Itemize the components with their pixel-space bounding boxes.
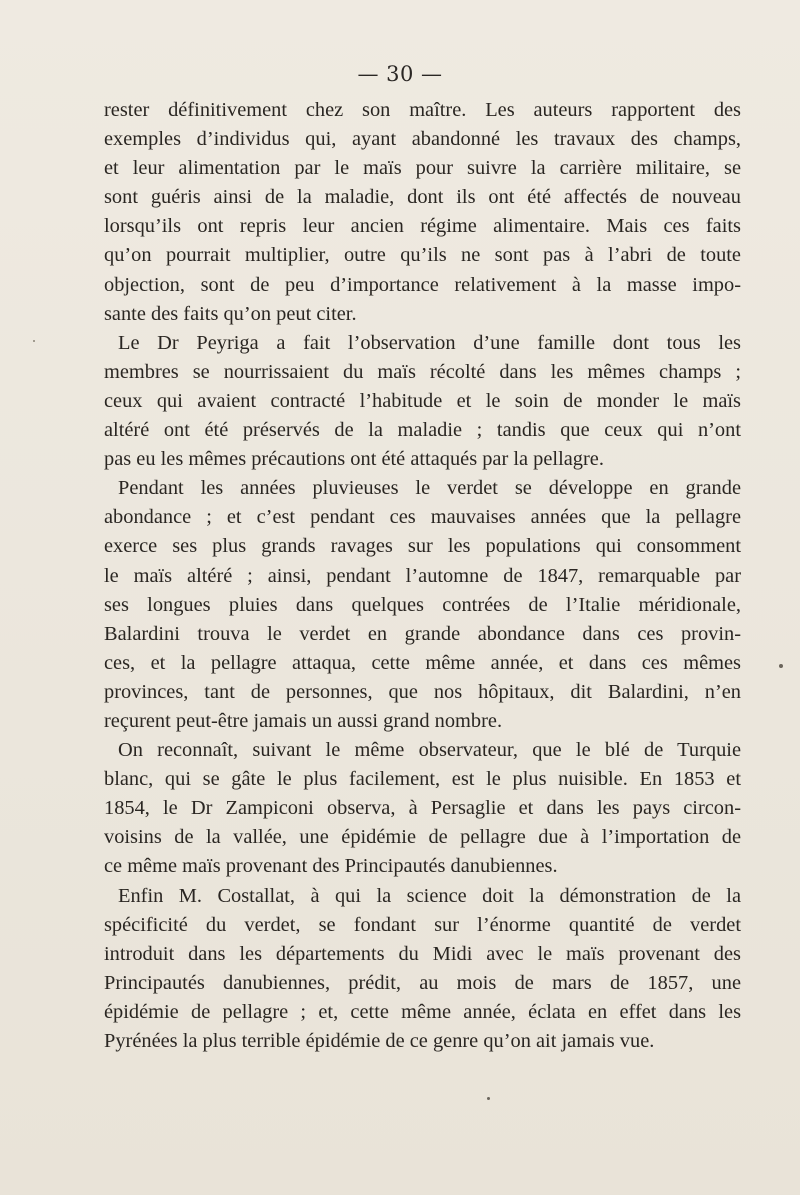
- text-line: objection, sont de peu d’importance relativement à la masse impo-: [104, 273, 741, 296]
- text-line: 1854, le Dr Zampiconi observa, à Persaglie et dans les pays circon-: [104, 797, 741, 820]
- body-text: [104, 96, 741, 1056]
- text-line: ses longues pluies dans quelques contrées de l’Italie méridionale,: [104, 593, 741, 616]
- text-line: Balardini trouva le verdet en grande abondance dans ces provin-: [104, 622, 741, 645]
- paragraph-1: [104, 96, 741, 329]
- text-line: reçurent peut-être jamais un aussi grand nombre.: [104, 709, 503, 732]
- text-line: exemples d’individus qui, ayant abandonné les travaux des champs,: [104, 128, 741, 151]
- text-line: introduit dans les départements du Midi avec le maïs provenant des: [104, 942, 741, 965]
- text-line: blanc, qui se gâte le plus facilement, est le plus nuisible. En 1853 et: [104, 768, 741, 791]
- page-number: — 30 —: [357, 62, 443, 86]
- paper-speck: [33, 340, 35, 342]
- text-line: Enfin M. Costallat, à qui la science doit la démonstration de la: [118, 884, 741, 907]
- text-line: provinces, tant de personnes, que nos hôpitaux, dit Balardini, n’en: [104, 680, 741, 703]
- paper-speck: [487, 1097, 490, 1100]
- text-line: sante des faits qu’on peut citer.: [104, 302, 357, 325]
- text-line: voisins de la vallée, une épidémie de pellagre due à l’importation de: [104, 826, 741, 849]
- paragraph-3: [104, 474, 741, 736]
- text-line: pas eu les mêmes précautions ont été attaqués par la pellagre.: [104, 448, 604, 471]
- text-line: altéré ont été préservés de la maladie ; tandis que ceux qui n’ont: [104, 419, 741, 442]
- paragraph-2: [104, 329, 741, 474]
- text-line: rester définitivement chez son maître. Les auteurs rapportent des: [104, 99, 741, 121]
- paragraph-5: [104, 882, 741, 1057]
- text-line: spécificité du verdet, se fondant sur l’énorme quantité de verdet: [104, 913, 741, 936]
- text-line: On reconnaît, suivant le même observateur, que le blé de Turquie: [118, 739, 741, 762]
- text-line: abondance ; et c’est pendant ces mauvaises années que la pellagre: [104, 506, 741, 529]
- text-line: ceux qui avaient contracté l’habitude et le soin de monder le maïs: [104, 389, 741, 412]
- text-line: lorsqu’ils ont repris leur ancien régime alimentaire. Mais ces faits: [104, 215, 741, 238]
- text-line: le maïs altéré ; ainsi, pendant l’automne de 1847, remarquable par: [104, 564, 741, 587]
- text-line: sont guéris ainsi de la maladie, dont ils ont été affectés de nouveau: [104, 186, 741, 209]
- text-line: Pendant les années pluvieuses le verdet se développe en grande: [118, 477, 741, 500]
- text-line: exerce ses plus grands ravages sur les populations qui consomment: [104, 535, 741, 558]
- text-line: Le Dr Peyriga a fait l’observation d’une famille dont tous les: [118, 331, 741, 354]
- paragraph-4: [104, 736, 741, 881]
- paper-speck: [779, 664, 783, 668]
- text-line: Pyrénées la plus terrible épidémie de ce genre qu’on ait jamais vue.: [104, 1030, 655, 1052]
- text-line: ces, et la pellagre attaqua, cette même année, et dans ces mêmes: [104, 651, 741, 674]
- text-line: épidémie de pellagre ; et, cette même année, éclata en effet dans les: [104, 1000, 741, 1023]
- text-line: ce même maïs provenant des Principautés danubiennes.: [104, 855, 558, 878]
- text-line: Principautés danubiennes, prédit, au mois de mars de 1857, une: [104, 971, 741, 994]
- text-line: et leur alimentation par le maïs pour suivre la carrière militaire, se: [104, 157, 741, 180]
- text-line: qu’on pourrait multiplier, outre qu’ils ne sont pas à l’abri de toute: [104, 244, 741, 267]
- text-line: membres se nourrissaient du maïs récolté dans les mêmes champs ;: [104, 360, 741, 383]
